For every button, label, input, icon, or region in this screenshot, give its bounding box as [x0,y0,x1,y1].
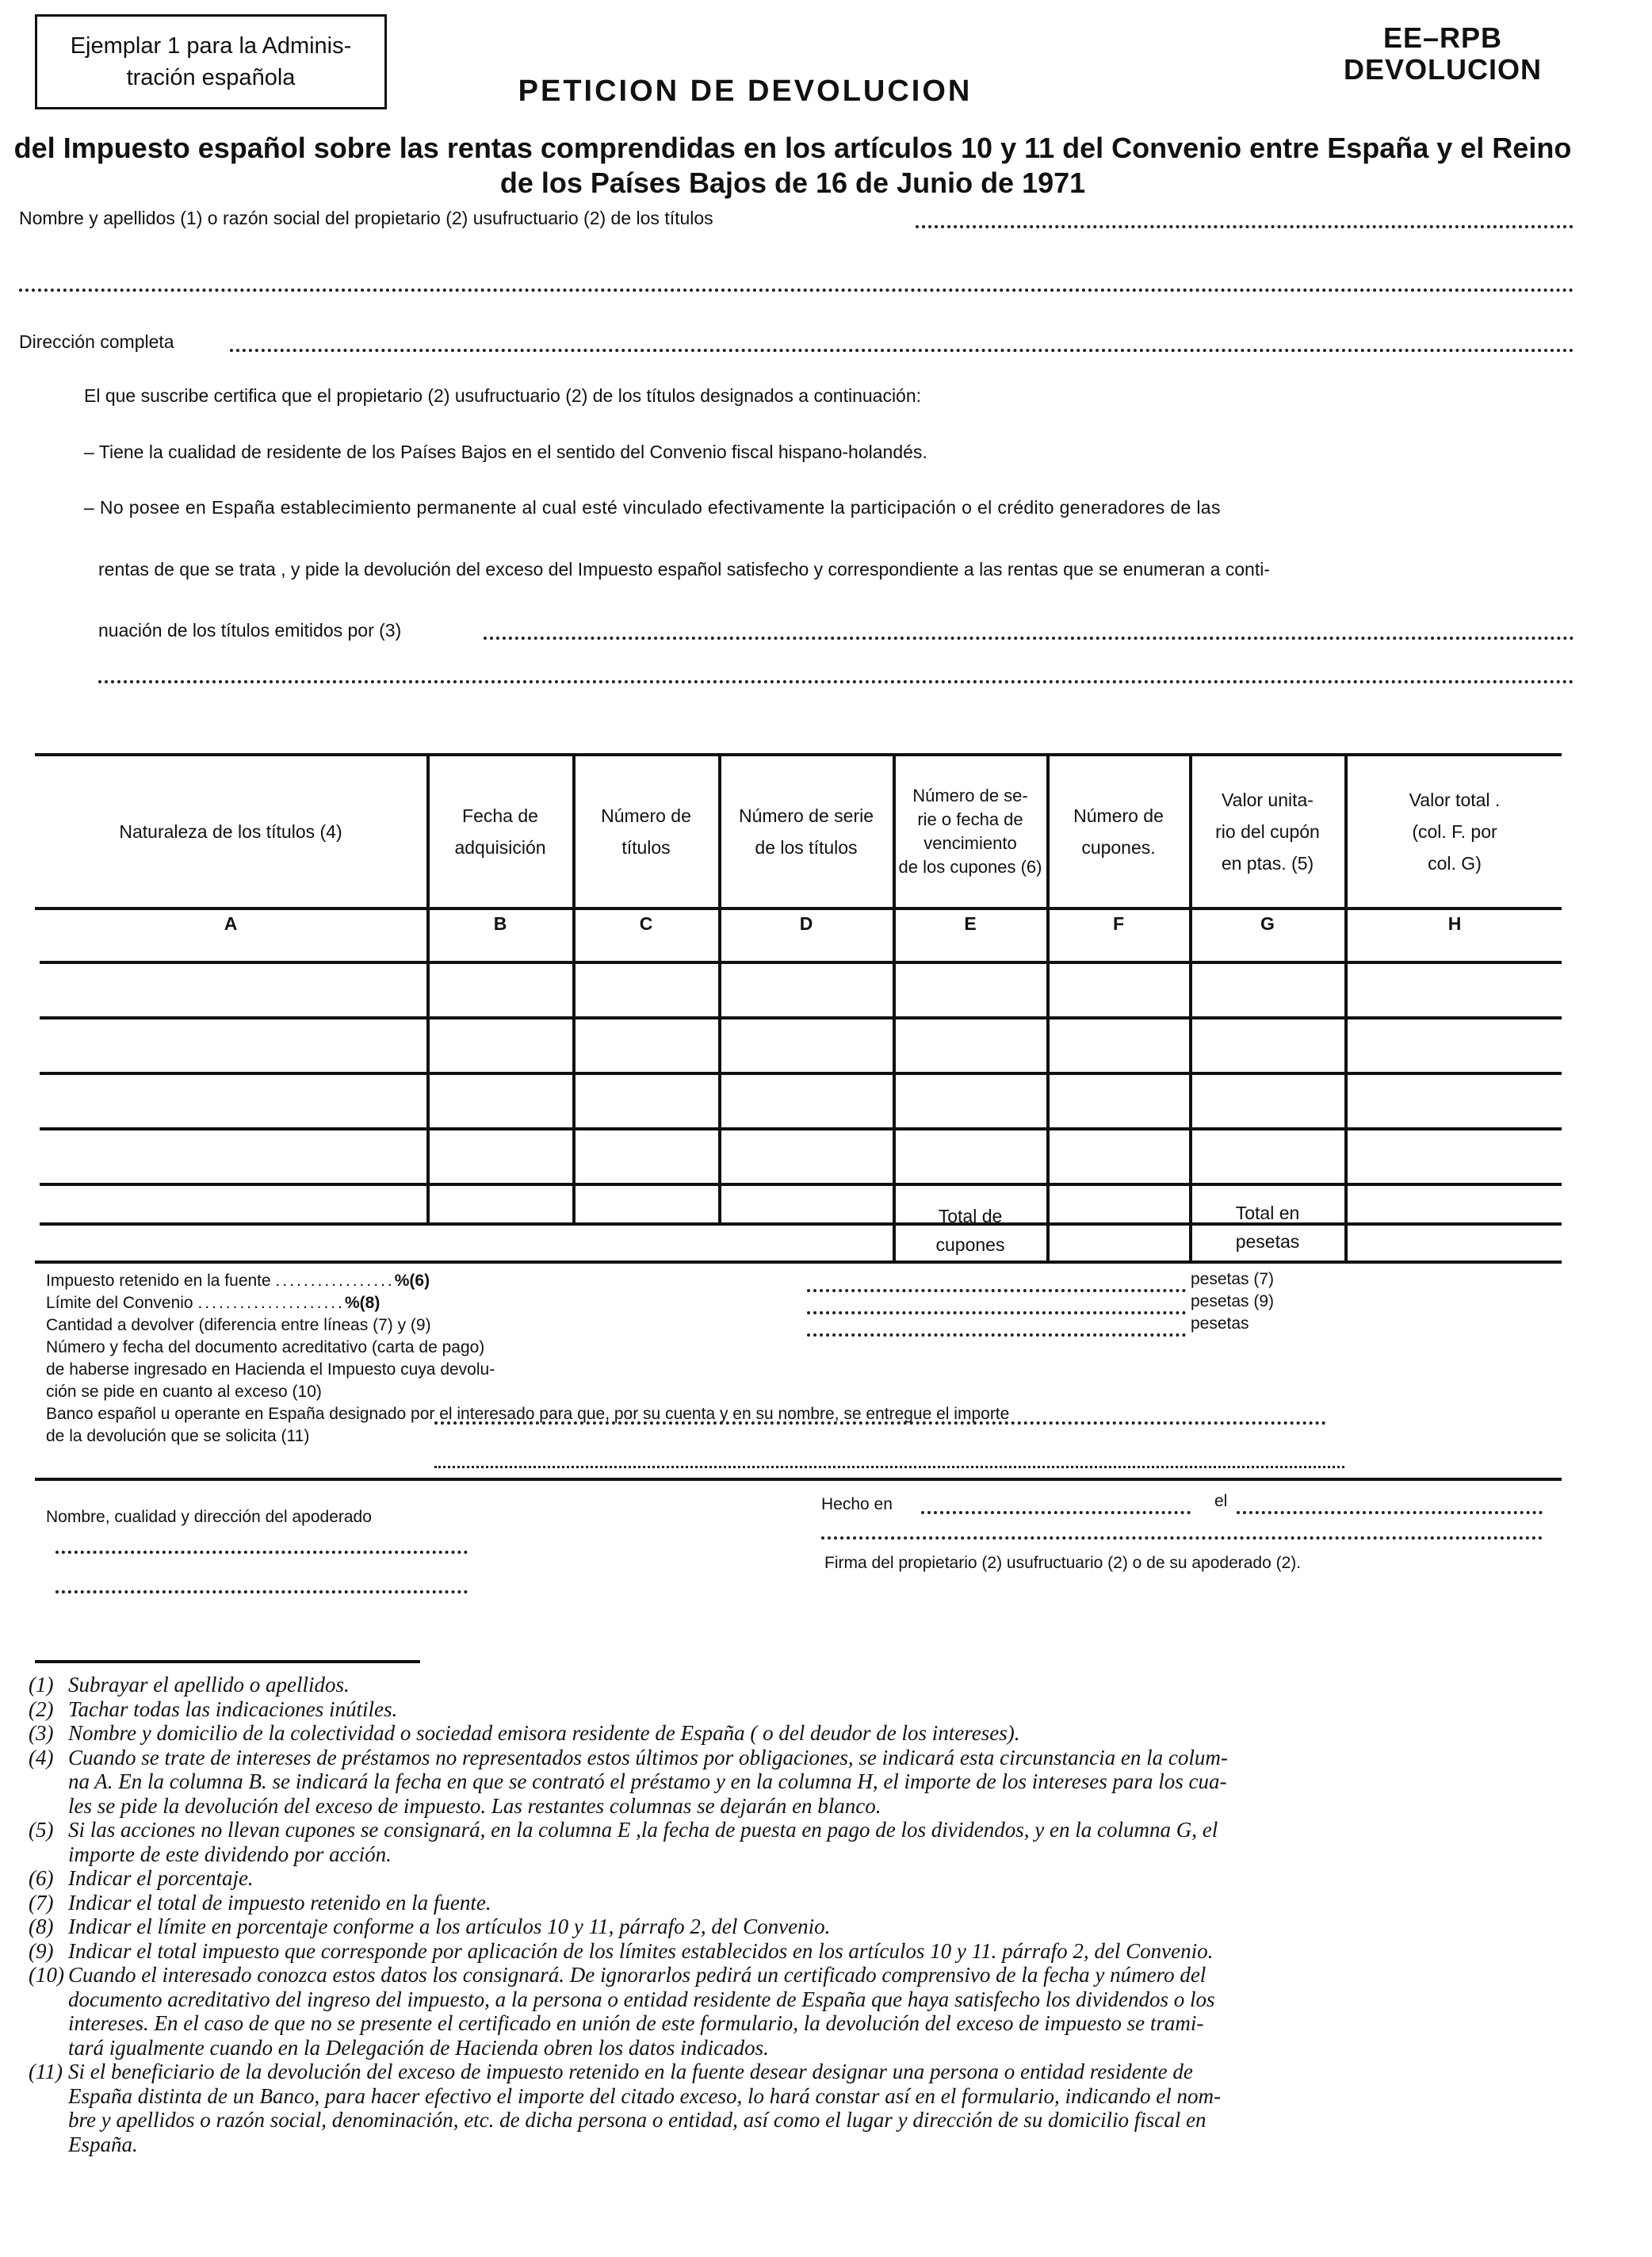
table-row[interactable] [40,1016,1562,1019]
footnote-9 [29,1939,1622,1964]
column-header-text: Número de [1073,805,1164,826]
table-row[interactable] [40,961,1562,964]
refund-amount-field[interactable] [807,1333,1186,1337]
pesetas-9-label: pesetas (9) [1191,1292,1275,1310]
issuer-field-line2[interactable] [98,680,1574,683]
bank-label-line1: Banco español u operante en España designado por el interesado para que, por su cuenta y en su nombre, se entregue el importe [46,1405,1010,1423]
address-label: Dirección completa [19,331,174,352]
signature-field[interactable] [821,1536,1543,1540]
copy-designation-line1: Ejemplar 1 para la Adminis- [70,33,352,59]
column-letter-a: A [224,913,238,934]
owner-name-label: Nombre y apellidos (1) o razón social del propietario (2) usufructuario (2) de los títulos [19,208,713,228]
footnote-6 [29,1866,1622,1891]
convention-limit-text: Límite del Convenio [46,1294,193,1312]
column-letter-h: H [1447,913,1462,934]
tax-withheld-percent: %(6) [394,1272,430,1290]
table-header-rule [35,907,1562,910]
table-row[interactable] [40,1183,1562,1186]
address-field[interactable] [230,349,1574,352]
convention-limit-percent: %(8) [344,1294,380,1312]
footnote-text: Cuando se trate de intereses de préstamos no representados estos últimos por obligaciones, se indicará esta circunstancia en la colum- na A. En la columna B. se indicará la fecha en que se contrató el préstamo y en la columna H, el importe de los intereses para los cua- les se pide la devolución del exceso de impuesto. Las restantes columnas se dejarán en blanco. [68,1745,1228,1818]
document-label-line1: Número y fecha del documento acreditativo (carta de pago) [46,1338,485,1356]
owner-name-field-line2[interactable] [19,289,1574,292]
issuer-label: nuación de los títulos emitidos por (3) [98,620,402,641]
form-subtitle-line2: de los Países Bajos de 16 de Junio de 1971 [499,166,1086,199]
footnote-7 [29,1891,1622,1915]
total-coupons-label [896,1199,1045,1262]
footnote-2 [29,1697,1622,1722]
footnote-text: Cuando el interesado conozca estos datos los consignará. De ignorarlos pedirá un certificado comprensivo de la fecha y número del documento acreditativo del ingreso del impuesto, a la persona o entidad residente de España que haya satisfecho los dividendos o los intereses. En el caso de que no se presente el certificado en unión de este formulario, la devolución del exceso de impuesto se trami- tará igualmente cuando en la Delegación de Hacienda obren los datos indicados. [68,1963,1215,2060]
footnote-3 [29,1721,1622,1746]
column-header-text: Número de se- [912,786,1028,805]
declaration-refund-request: rentas de que se trata , y pide la devolución del exceso del Impuesto español satisfecho y correspondiente a las rentas que se enumeran a conti- [98,559,1271,580]
column-letter-d: D [799,913,813,934]
column-header-text: rio del cupón [1215,821,1320,842]
tax-withheld-dots[interactable]: ................. [275,1272,395,1290]
table-top-rule [35,753,1562,756]
agent-label: Nombre, cualidad y dirección del apoderado [46,1508,372,1526]
footnote-number: (2) [29,1697,54,1721]
total-pesetas-label [1192,1195,1343,1259]
footnote-number: (11) [29,2060,63,2083]
signature-label: Firma del propietario (2) usufructuario (2) o de su apoderado (2). [824,1554,1302,1572]
agent-field-line2[interactable] [55,1590,468,1593]
form-code [1324,22,1562,86]
column-header-text: (col. F. por [1412,821,1497,842]
footnote-number: (9) [29,1938,54,1963]
footnote-number: (7) [29,1890,54,1915]
form-title: PETICION DE DEVOLUCION [518,75,973,108]
column-header-text: en ptas. (5) [1221,853,1314,874]
column-header-text: títulos [621,837,671,858]
table-row[interactable] [40,1127,1562,1130]
footnote-text: Indicar el límite en porcentaje conforme a los artículos 10 y 11, párrafo 2, del Convenio. [68,1915,831,1938]
form-code-type: DEVOLUCION [1343,53,1542,86]
column-letter-b: B [493,913,507,934]
document-field[interactable] [434,1421,1326,1425]
column-header-text: Valor total . [1409,790,1501,810]
column-header-text: de los cupones (6) [898,857,1042,877]
copy-designation-box [35,14,387,109]
footnote-5 [29,1818,1622,1866]
column-header-text: vencimiento [924,833,1017,853]
made-in-field[interactable] [921,1511,1191,1514]
column-letter-f: F [1112,913,1125,934]
column-header-text: Naturaleza de los títulos (4) [119,821,342,842]
form-subtitle-line1: del Impuesto español sobre las rentas comprendidas en los artículos 10 y 11 del Convenio entre España y el Reino [13,132,1572,164]
form-subtitle [0,131,1585,201]
refund-amount-label: Cantidad a devolver (diferencia entre líneas (7) y (9) [46,1316,431,1334]
footnote-text: Indicar el total impuesto que corresponde por aplicación de los límites establecidos en los artículos 10 y 11. párrafo 2, del Convenio. [68,1938,1214,1963]
footnote-number: (6) [29,1866,54,1890]
column-header-acquisition-date [430,758,571,905]
footnote-number: (8) [29,1915,54,1938]
summary-pesetas-labels [1191,1268,1274,1335]
footnote-4 [29,1746,1622,1819]
footnote-number: (5) [29,1818,54,1842]
declaration-no-establishment: – No posee en España establecimiento permanente al cual esté vinculado efectivamente la participación o el crédito generadores de las [84,497,1221,518]
footnote-text: Tachar todas las indicaciones inútiles. [68,1697,398,1721]
made-in-label: Hecho en [821,1495,893,1513]
total-pesetas-text: pesetas [1235,1231,1300,1252]
column-header-text: adquisición [454,837,546,858]
column-header-total-value [1348,758,1562,905]
convention-limit-dots[interactable]: ..................... [197,1294,345,1312]
footnote-number: (10) [29,1963,64,1987]
column-letter-e: E [964,913,977,934]
column-header-unit-coupon-value [1192,758,1343,905]
footnote-11 [29,2060,1622,2156]
column-header-text: Número de [601,805,691,826]
footnote-number: (4) [29,1745,54,1769]
pesetas-refund-label: pesetas [1191,1314,1249,1333]
signature-rule [35,1478,1562,1481]
footnote-1 [29,1673,1622,1697]
footnote-text: Subrayar el apellido o apellidos. [68,1673,350,1697]
document-label-line2: de haberse ingresado en Hacienda el Impuesto cuya devolu- [46,1360,495,1379]
column-header-text: cupones. [1081,837,1156,858]
column-header-serial-number [721,758,891,905]
copy-designation-line2: tración española [126,65,296,90]
footnote-8 [29,1915,1622,1939]
table-row[interactable] [40,1072,1562,1075]
total-pesetas-text: Total en [1235,1203,1300,1223]
footnote-number: (3) [29,1721,54,1745]
column-header-text: col. G) [1428,853,1482,874]
footnote-text: Indicar el total de impuesto retenido en la fuente. [68,1890,491,1915]
column-header-number-of-coupons [1050,758,1187,905]
date-label: el [1214,1492,1228,1510]
bank-label-line2: de la devolución que se solicita (11) [46,1427,310,1445]
footnote-number: (1) [29,1673,54,1697]
footnotes [29,1673,1622,2156]
column-header-number-of-securities [576,758,717,905]
agent-field[interactable] [55,1551,468,1554]
table-bottom-rule [35,1260,1562,1264]
column-header-text: de los títulos [755,837,858,858]
footnote-text: Indicar el porcentaje. [68,1866,254,1890]
column-header-nature [36,758,425,905]
footnote-text: Si las acciones no llevan cupones se consignará, en la columna E ,la fecha de puesta en pago de los dividendos, y en la columna G, el importe de este dividendo por acción. [68,1818,1218,1866]
bank-field[interactable] [434,1466,1344,1468]
pesetas-7-label: pesetas (7) [1191,1270,1275,1288]
date-field[interactable] [1237,1511,1543,1514]
column-header-coupon-maturity [896,758,1045,905]
column-header-text: Valor unita- [1222,790,1314,810]
footnote-text: Si el beneficiario de la devolución del exceso de impuesto retenido en la fuente desear designar una persona o entidad residente de España distinta de un Banco, para hacer efectivo el importe del citado exceso, lo hará constar así en el formulario, indicando el nom- bre y apellidos o razón social, denominación, etc. de dicha persona o entidad, así como el lugar y dirección de su domicilio fiscal en España. [68,2060,1222,2156]
total-coupons-text: cupones [935,1234,1005,1255]
column-header-text: rie o fecha de [917,809,1023,829]
limit-amount-field[interactable] [807,1311,1186,1314]
tax-withheld-text: Impuesto retenido en la fuente [46,1272,271,1290]
footnote-10 [29,1963,1622,2060]
column-header-text: Número de serie [738,805,874,826]
tax-withheld-amount-field[interactable] [807,1289,1186,1292]
footnote-text: Nombre y domicilio de la colectividad o sociedad emisora residente de España ( o del deudor de los intereses). [68,1721,1020,1745]
declaration-residence: – Tiene la cualidad de residente de los Países Bajos en el sentido del Convenio fiscal hispano-holandés. [84,442,927,462]
column-letter-c: C [639,913,653,934]
form-code-id: EE–RPB [1382,21,1503,54]
total-coupons-text: Total de [938,1206,1003,1226]
column-header-text: Fecha de [462,805,538,826]
document-label-line3: ción se pide en cuanto al exceso (10) [46,1383,322,1401]
column-letter-g: G [1260,913,1275,934]
footnotes-rule [35,1660,420,1663]
issuer-field[interactable] [484,637,1574,640]
declaration-intro: El que suscribe certifica que el propietario (2) usufructuario (2) de los títulos designados a continuación: [84,385,922,406]
owner-name-field[interactable] [916,225,1574,228]
